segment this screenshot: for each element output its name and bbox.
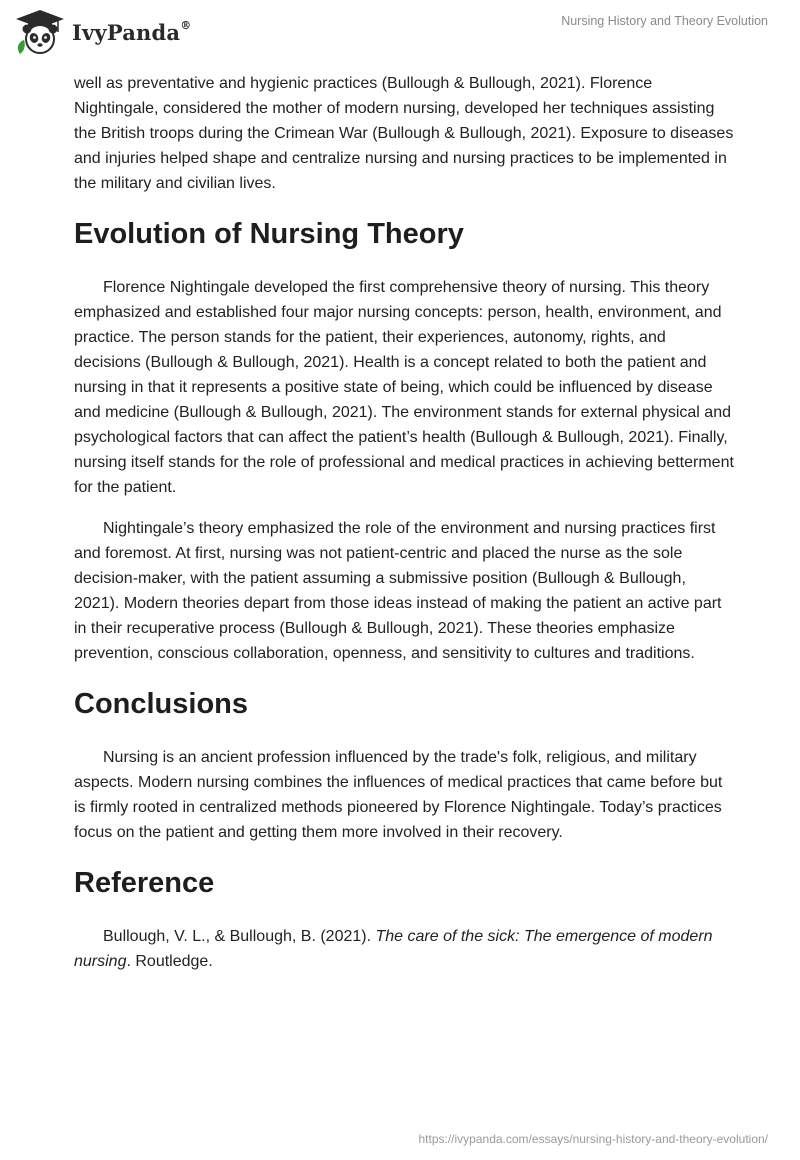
intro-paragraph: well as preventative and hygienic practices (Bullough & Bullough, 2021). Florence Nightingale, considered the mother of modern nursing, developed her techniques assisting the British troops during the Crimean War (Bullough & Bullough, 2021). Exposure to diseases and injuries helped shape and centralize nursing and nursing practices to be implemented in the military and civilian lives.	[74, 75, 734, 192]
panda-graduate-icon	[14, 8, 66, 56]
ivypanda-logo[interactable]	[14, 8, 191, 56]
document-title: Nursing History and Theory Evolution	[561, 14, 768, 28]
section-heading-reference: Reference	[74, 867, 215, 899]
evolution-paragraph-1: Florence Nightingale developed the first comprehensive theory of nursing. This theory emphasized and established four major nursing concepts: person, health, environment, and practice. The person stands for the patient, their experiences, autonomy, rights, and decisions (Bullough & Bullough, 2021). Health is a concept related to both the patient and nursing in that it represents a positive state of being, which could be influenced by disease and medicine (Bullough & Bullough, 2021). The environment stands for external physical and psychological factors that can affect the patient’s health (Bullough & Bullough, 2021). Finally, nursing itself stands for the role of professional and medical practices in achieving betterment for the patient.	[74, 279, 734, 496]
citation-title: The care of the sick: The emergence of modern nursing	[74, 928, 713, 970]
source-url[interactable]: https://ivypanda.com/essays/nursing-history-and-theory-evolution/	[418, 1132, 768, 1146]
essay-body	[74, 71, 734, 974]
reference-citation	[74, 924, 734, 974]
citation-publisher: . Routledge.	[126, 953, 213, 970]
section-heading-conclusions: Conclusions	[74, 688, 249, 720]
citation-authors: Bullough, V. L., & Bullough, B. (2021).	[103, 928, 376, 945]
brand-name: IvyPanda®	[72, 18, 192, 45]
section-heading-evolution: Evolution of Nursing Theory	[74, 218, 464, 250]
page-header	[0, 0, 800, 70]
evolution-paragraph-2: Nightingale’s theory emphasized the role of the environment and nursing practices first and foremost. At first, nursing was not patient-centric and placed the nurse as the sole decision-maker, with the patient assuming a submissive position (Bullough & Bullough, 2021). Modern theories depart from those ideas instead of making the patient an active part in their recuperative process (Bullough & Bullough, 2021). These theories emphasize prevention, conscious collaboration, openness, and sensitivity to cultures and traditions.	[74, 520, 722, 662]
conclusions-paragraph: Nursing is an ancient profession influenced by the trade's folk, religious, and military aspects. Modern nursing combines the influences of medical practices that came before but is firmly rooted in centralized methods pioneered by Florence Nightingale. Today’s practices focus on the patient and getting them more involved in their recovery.	[74, 749, 723, 841]
